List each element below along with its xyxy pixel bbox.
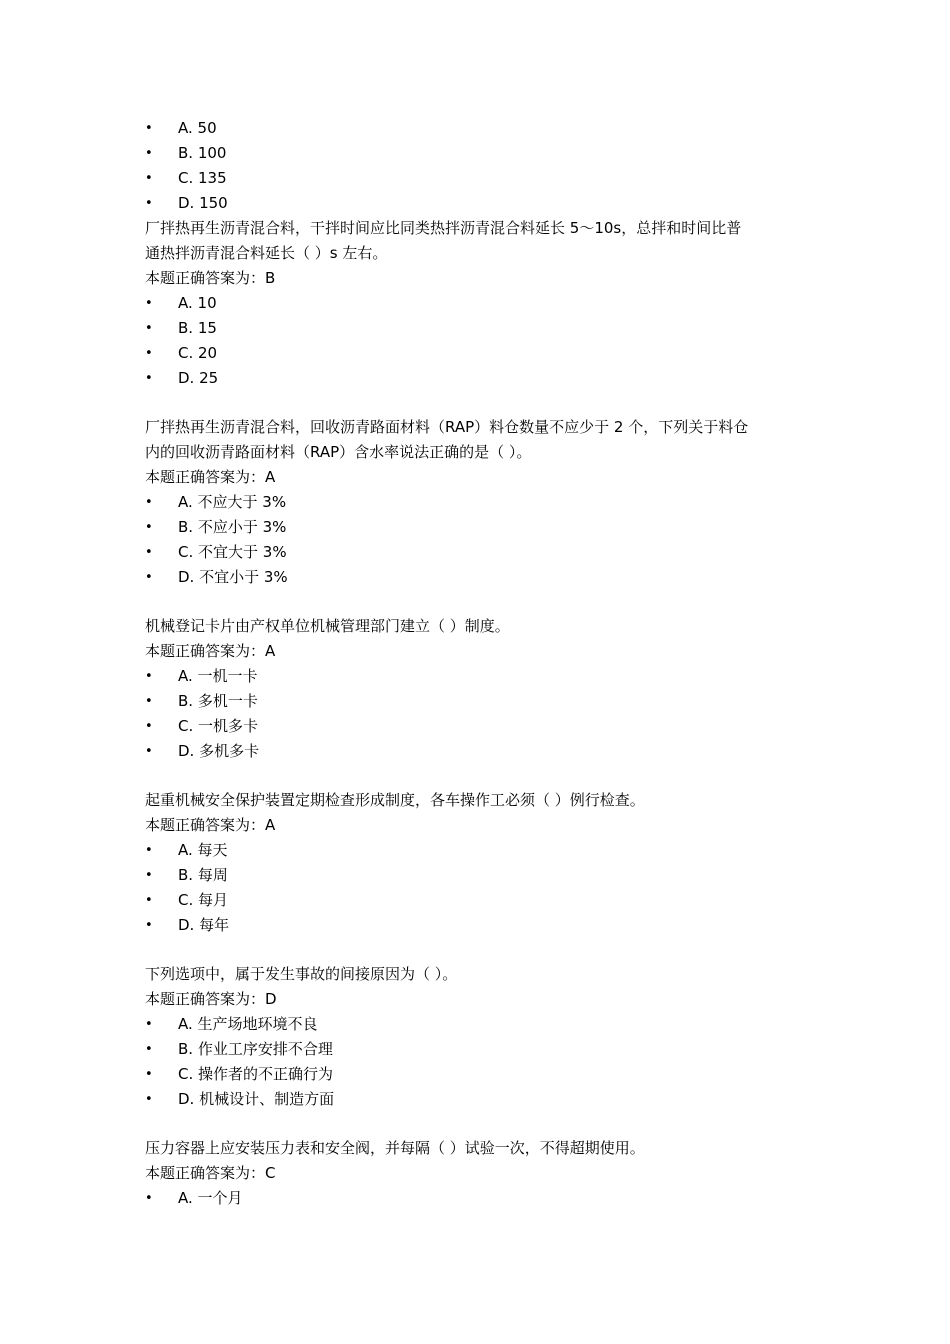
question-text: 厂拌热再生沥青混合料，回收沥青路面材料（RAP）料仓数量不应少于 2 个，下列关于料仓 xyxy=(145,418,749,436)
question-text: 机械登记卡片由产权单位机械管理部门建立（ ）制度。 xyxy=(145,617,510,635)
option-text: C. 一机多卡 xyxy=(178,717,259,735)
option-text: D. 25 xyxy=(178,369,219,387)
bullet-icon: • xyxy=(145,719,153,734)
option-text: A. 50 xyxy=(178,119,217,137)
bullet-icon: • xyxy=(145,321,153,336)
bullet-icon: • xyxy=(145,296,153,311)
question-text: 通热拌沥青混合料延长（ ）s 左右。 xyxy=(145,244,388,262)
bullet-icon: • xyxy=(145,1042,153,1057)
bullet-icon: • xyxy=(145,1191,153,1206)
option-text: D. 多机多卡 xyxy=(178,742,260,760)
bullet-icon: • xyxy=(145,893,153,908)
bullet-icon: • xyxy=(145,570,153,585)
option-text: A. 每天 xyxy=(178,841,228,859)
bullet-icon: • xyxy=(145,520,153,535)
option-text: B. 多机一卡 xyxy=(178,692,258,710)
bullet-icon: • xyxy=(145,371,153,386)
option-text: D. 每年 xyxy=(178,916,230,934)
bullet-icon: • xyxy=(145,1092,153,1107)
option-text: A. 一个月 xyxy=(178,1189,243,1207)
option-text: A. 一机一卡 xyxy=(178,667,258,685)
question-text: 起重机械安全保护装置定期检查形成制度，各车操作工必须（ ）例行检查。 xyxy=(145,791,645,809)
bullet-icon: • xyxy=(145,171,153,186)
bullet-icon: • xyxy=(145,843,153,858)
option-text: A. 不应大于 3% xyxy=(178,493,287,511)
bullet-icon: • xyxy=(145,495,153,510)
bullet-icon: • xyxy=(145,918,153,933)
answer-text: 本题正确答案为：C xyxy=(145,1164,276,1182)
option-text: C. 不宜大于 3% xyxy=(178,543,287,561)
answer-text: 本题正确答案为：B xyxy=(145,269,276,287)
option-text: D. 150 xyxy=(178,194,228,212)
bullet-icon: • xyxy=(145,121,153,136)
option-text: D. 不宜小于 3% xyxy=(178,568,288,586)
question-text: 内的回收沥青路面材料（RAP）含水率说法正确的是（ ）。 xyxy=(145,443,532,461)
bullet-icon: • xyxy=(145,1017,153,1032)
bullet-icon: • xyxy=(145,146,153,161)
option-text: A. 10 xyxy=(178,294,217,312)
bullet-icon: • xyxy=(145,744,153,759)
bullet-icon: • xyxy=(145,346,153,361)
answer-text: 本题正确答案为：D xyxy=(145,990,277,1008)
option-text: A. 生产场地环境不良 xyxy=(178,1015,318,1033)
option-text: B. 作业工序安排不合理 xyxy=(178,1040,333,1058)
bullet-icon: • xyxy=(145,1067,153,1082)
bullet-icon: • xyxy=(145,868,153,883)
option-text: B. 15 xyxy=(178,319,217,337)
option-text: B. 不应小于 3% xyxy=(178,518,287,536)
question-text: 下列选项中，属于发生事故的间接原因为（ ）。 xyxy=(145,965,458,983)
option-text: B. 100 xyxy=(178,144,227,162)
answer-text: 本题正确答案为：A xyxy=(145,468,276,486)
bullet-icon: • xyxy=(145,694,153,709)
option-text: C. 135 xyxy=(178,169,227,187)
option-text: B. 每周 xyxy=(178,866,228,884)
bullet-icon: • xyxy=(145,196,153,211)
option-text: C. 每月 xyxy=(178,891,229,909)
option-text: D. 机械设计、制造方面 xyxy=(178,1090,335,1108)
bullet-icon: • xyxy=(145,669,153,684)
option-text: C. 20 xyxy=(178,344,218,362)
bullet-icon: • xyxy=(145,545,153,560)
answer-text: 本题正确答案为：A xyxy=(145,642,276,660)
question-text: 压力容器上应安装压力表和安全阀，并每隔（ ）试验一次，不得超期使用。 xyxy=(145,1139,645,1157)
question-text: 厂拌热再生沥青混合料，干拌时间应比同类热拌沥青混合料延长 5～10s，总拌和时间比普 xyxy=(145,219,742,237)
option-text: C. 操作者的不正确行为 xyxy=(178,1065,334,1083)
answer-text: 本题正确答案为：A xyxy=(145,816,276,834)
